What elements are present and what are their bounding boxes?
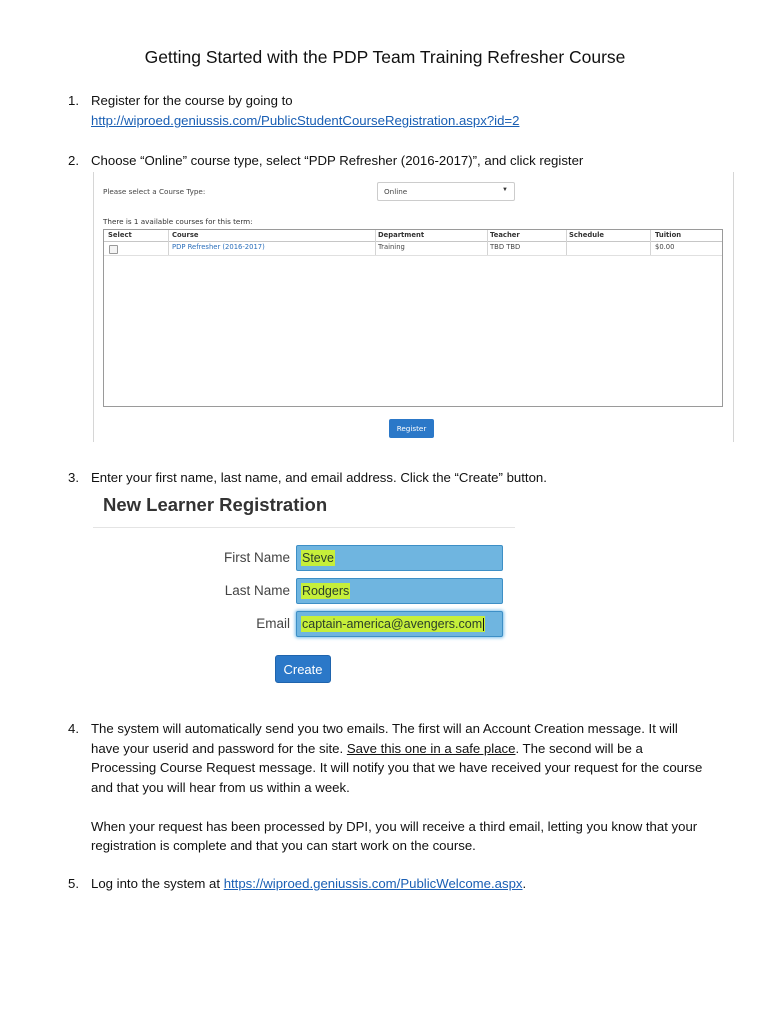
column-header-department: Department (378, 231, 425, 239)
email-value: captain-america@avengers.com (302, 617, 483, 631)
email-field[interactable] (296, 611, 503, 637)
available-courses-text: There is 1 available courses for this term: (103, 217, 253, 226)
column-header-course: Course (172, 231, 199, 239)
last-name-field[interactable] (296, 578, 503, 604)
chevron-down-icon: ▼ (502, 187, 508, 193)
column-header-schedule: Schedule (569, 231, 605, 239)
welcome-link[interactable]: https://wiproed.geniussis.com/PublicWelcome.aspx (223, 876, 523, 891)
step-1 (0, 91, 770, 131)
step-4 (0, 719, 770, 859)
course-registration-screenshot (93, 172, 734, 442)
step-5-number: 5. (68, 876, 79, 891)
column-header-select: Select (108, 231, 132, 239)
email-label: Email (256, 616, 290, 631)
course-tuition: $0.00 (655, 243, 675, 251)
email-value-wrap (301, 616, 485, 632)
course-teacher: TBD TBD (490, 243, 521, 251)
course-select-checkbox[interactable] (109, 245, 118, 254)
step-2-text: Choose “Online” course type, select “PDP Refresher (2016-2017)”, and click register (91, 153, 584, 168)
screenshot-right-edge (733, 172, 734, 442)
step-4-emphasis: Save this one in a safe place (346, 740, 516, 756)
create-button[interactable]: Create (275, 655, 331, 683)
first-name-label: First Name (223, 550, 290, 565)
step-4-line-2a: have your userid and password for the site. (91, 740, 347, 756)
divider (93, 527, 515, 528)
first-name-field[interactable] (296, 545, 503, 571)
courses-table (103, 229, 723, 407)
step-4-line-2b: . The second will be a (515, 740, 643, 756)
column-header-teacher: Teacher (490, 231, 520, 239)
step-2-number: 2. (68, 153, 79, 168)
step-4-number: 4. (68, 721, 79, 736)
step-3-text: Enter your first name, last name, and email address. Click the “Create” button. (91, 470, 547, 485)
step-5-text: Log into the system at (91, 876, 224, 891)
text-caret (483, 618, 484, 631)
column-header-tuition: Tuition (655, 231, 682, 239)
step-4-para-2-line-2: registration is complete and that you can start work on the course. (91, 838, 476, 853)
course-type-select[interactable] (377, 182, 515, 201)
last-name-label: Last Name (224, 583, 290, 598)
register-button[interactable]: Register (389, 419, 434, 438)
first-name-value: Steve (302, 551, 334, 565)
learner-form-title: New Learner Registration (103, 494, 328, 515)
step-3 (0, 468, 770, 488)
step-4-para-2-line-1: When your request has been processed by DPI, you will receive a third email, letting you know that your (91, 818, 698, 834)
step-5-text-wrap (91, 874, 526, 894)
step-3-number: 3. (68, 470, 79, 485)
step-4-line-1: The system will automatically send you two emails. The first will an Account Creation message. It will (91, 721, 678, 736)
course-department: Training (378, 243, 405, 251)
last-name-value: Rodgers (302, 584, 350, 598)
step-4-line-2 (91, 739, 643, 759)
course-type-value: Online (384, 187, 408, 196)
step-4-line-4: and that you will hear from us within a week. (91, 779, 350, 795)
step-1-number: 1. (68, 93, 79, 108)
course-name-link[interactable]: PDP Refresher (2016-2017) (172, 243, 265, 251)
course-row (104, 242, 722, 255)
step-5 (0, 874, 770, 894)
page-title: Getting Started with the PDP Team Training Refresher Course (144, 47, 626, 67)
course-type-label: Please select a Course Type: (103, 187, 206, 196)
step-2 (0, 151, 770, 171)
step-5-end: . (522, 876, 527, 891)
screenshot-left-edge (93, 172, 94, 442)
step-4-line-3: Processing Course Request message. It will notify you that we have received your request for the course (91, 760, 703, 775)
registration-link[interactable]: http://wiproed.geniussis.com/PublicStudentCourseRegistration.aspx?id=2 (91, 113, 520, 128)
step-1-text: Register for the course by going to (91, 93, 293, 108)
